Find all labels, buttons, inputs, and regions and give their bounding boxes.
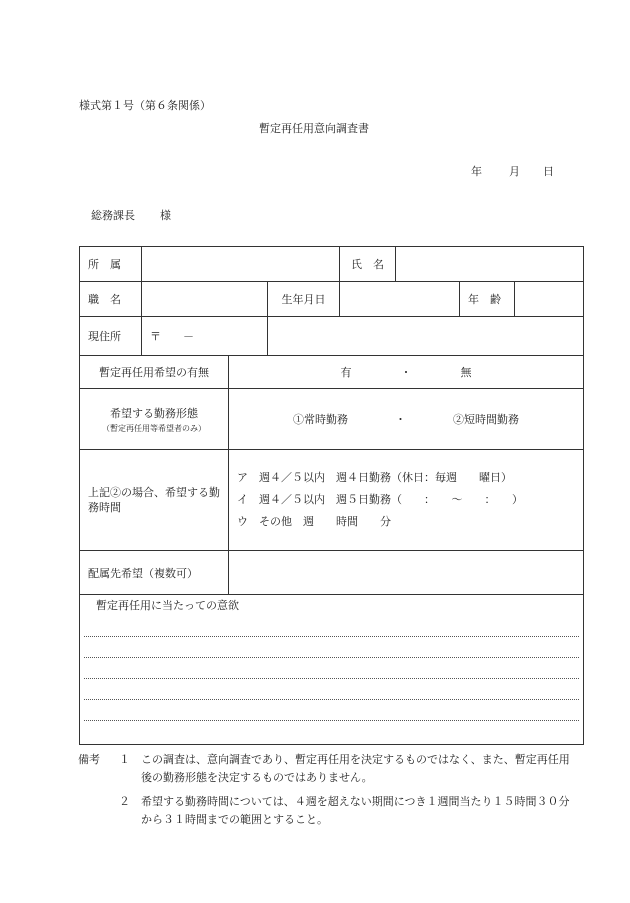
addressee-name: 総務課長 (91, 209, 135, 222)
option-separator: ・ (395, 413, 406, 426)
affiliation-label: 所 属 (80, 247, 142, 282)
motivation-line-2[interactable] (84, 637, 579, 658)
work-style-options (229, 389, 584, 450)
work-hours-option-a[interactable]: ア 週４／５以内 週４日勤務（休日：毎週 曜日） (237, 471, 512, 484)
job-title-field[interactable] (142, 282, 268, 317)
option-short-time[interactable]: ②短時間勤務 (453, 413, 519, 426)
assignment-label: 配属先希望（複数可） (80, 551, 229, 595)
reappointment-wish-options (229, 356, 584, 389)
birthdate-field[interactable] (340, 282, 460, 317)
option-yes[interactable]: 有 (340, 366, 352, 379)
note-number: ２ (119, 795, 130, 808)
option-full-time[interactable]: ①常時勤務 (293, 413, 348, 426)
birthdate-label: 生年月日 (268, 282, 340, 317)
work-style-note: （暫定再任用等希望者のみ） (102, 423, 206, 433)
note-item (78, 793, 578, 829)
job-title-label: 職 名 (80, 282, 142, 317)
work-hours-option-b[interactable]: イ 週４／５以内 週５日勤務（ ： ～ ： ） (237, 493, 523, 506)
date-month-label: 月 (509, 165, 520, 178)
work-style-label-cell (80, 389, 229, 450)
survey-form-table (79, 246, 584, 745)
address-field[interactable] (268, 317, 584, 356)
notes-section (78, 751, 578, 829)
motivation-label: 暫定再任用に当たっての意欲 (96, 599, 239, 612)
work-style-label: 希望する勤務形態 (110, 406, 198, 420)
date-year-label: 年 (471, 165, 482, 178)
note-number: １ (119, 753, 130, 766)
addressee-honorific: 様 (160, 209, 171, 222)
postal-code-field[interactable]: 〒 － (142, 317, 268, 356)
age-label: 年 齢 (460, 282, 515, 317)
date-day-label: 日 (543, 165, 554, 178)
affiliation-field[interactable] (142, 247, 340, 282)
motivation-line-5[interactable] (84, 700, 579, 721)
name-field[interactable] (396, 247, 584, 282)
work-hours-option-c[interactable]: ウ その他 週 時間 分 (237, 515, 391, 528)
notes-label: 備考 (78, 753, 100, 766)
page-title: 暫定再任用意向調査書 (259, 122, 369, 135)
address-label: 現住所 (80, 317, 142, 356)
age-field[interactable] (515, 282, 584, 317)
name-label: 氏 名 (340, 247, 396, 282)
option-separator: ・ (400, 366, 412, 379)
work-hours-label: 上記②の場合、希望する勤務時間 (80, 450, 229, 551)
motivation-line-4[interactable] (84, 679, 579, 700)
work-hours-options (229, 450, 584, 551)
reappointment-wish-label: 暫定再任用希望の有無 (80, 356, 229, 389)
motivation-line-3[interactable] (84, 658, 579, 679)
note-item (78, 751, 578, 787)
motivation-line-1[interactable] (84, 616, 579, 637)
option-no[interactable]: 無 (460, 366, 472, 379)
note-text: この調査は、意向調査であり、暫定再任用を決定するものではなく、また、暫定再任用後の勤務形態を決定するものではありません。 (141, 753, 570, 784)
form-number: 様式第１号（第６条関係） (79, 99, 211, 112)
note-text: 希望する勤務時間については、４週を超えない期間につき１週間当たり１５時間３０分から３１時間までの範囲とすること。 (141, 795, 570, 826)
motivation-cell (80, 595, 584, 745)
assignment-field[interactable] (229, 551, 584, 595)
